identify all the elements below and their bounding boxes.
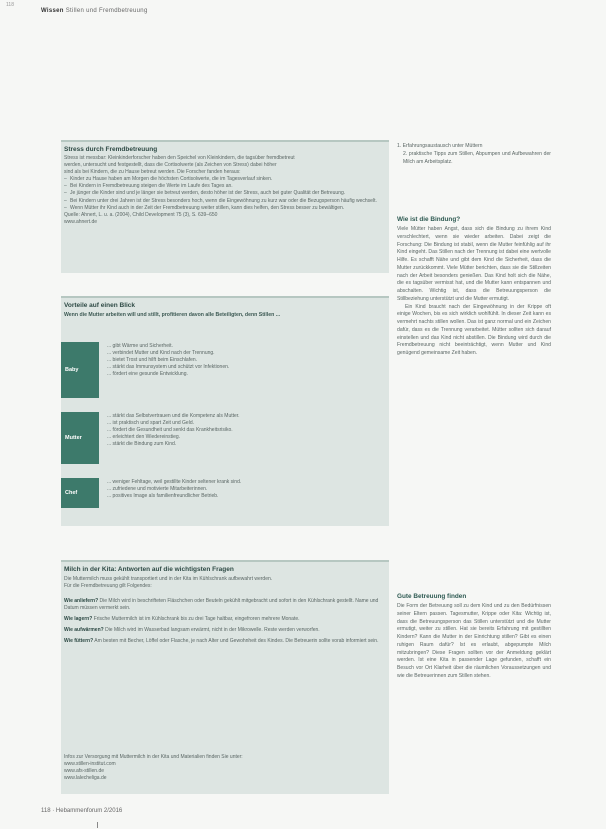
right-column-text-1 bbox=[397, 226, 551, 358]
kita-qa-list bbox=[64, 598, 386, 649]
kita-question: Wie aufwärmen? bbox=[64, 627, 104, 634]
benefits-box bbox=[61, 296, 389, 526]
benefit-item: ... fördert eine gesunde Entwicklung. bbox=[107, 371, 188, 378]
benefit-item: ... ist praktisch und spart Zeit und Geld. bbox=[107, 420, 194, 427]
stress-box bbox=[61, 140, 389, 273]
running-head-prefix: Wissen bbox=[41, 8, 64, 14]
kita-answer: Am besten mit Becher, Löffel oder Flasche, je nach Alter und Gewohnheit des Kindes. Die Betreuerin sollte vorab informiert sein. bbox=[94, 638, 379, 645]
benefit-label-mutter: Mutter bbox=[61, 412, 99, 464]
stress-bullet: – Bei Kindern in Fremdbetreuung steigen die Werte im Laufe des Tages an. bbox=[64, 183, 386, 190]
paragraph: Die Form der Betreuung soll zu dem Kind und zu den Bedürfnissen seiner Eltern passen. Tagesmutter, Krippe oder Kita: Wichtig ist, dass die Betreuungsperson das Stillen unterstützt und die Mutter ermutigt, weiter zu stillen. Hat sie bereits Erfahrung mit gestillten Kindern? Kann die Mutter in der Einrichtung stillen? Gibt es einen ruhigen Raum dafür? Ist es erlaubt, abgepumpte Milch mitzubringen? Diese Fragen sollten vor der Anmeldung geklärt werden. Ist eine Kita in passender Lage gefunden, schafft ein Besuch vor Ort Klarheit über die räumlichen Voraussetzungen und wie die Betreuerinnen zum Stillen stehen. bbox=[397, 603, 551, 679]
paragraph: Ein Kind braucht nach der Eingewöhnung in der Krippe oft einige Wochen, bis es sich wirklich wohlfühlt. In dieser Zeit kann es vermehrt nachts stillen wollen. Das ist ganz normal und ein Zeichen dafür, dass es die Trennung verarbeitet. Mütter sollten sich darauf einstellen und das Kind nicht abstillen. Die Bindung wird durch die Fremdbetreuung nicht beeinträchtigt, wenn Mutter und Kind genügend gemeinsame Zeit haben. bbox=[397, 303, 551, 356]
benefit-label-chef: Chef bbox=[61, 478, 99, 508]
running-head bbox=[41, 8, 148, 14]
right-column-list bbox=[397, 143, 551, 166]
right-column-text-2 bbox=[397, 603, 551, 681]
benefit-items-baby bbox=[107, 343, 385, 378]
benefit-item: ... stärkt das Selbstvertrauen und die Kompetenz als Mutter. bbox=[107, 413, 240, 419]
stress-url: www.ahnert.de bbox=[64, 218, 98, 225]
heading-bindung: Wie ist die Bindung? bbox=[397, 216, 461, 223]
kita-answer: Die Milch wird im Wasserbad langsam erwärmt, nicht in der Mikrowelle. Reste werden verworfen. bbox=[105, 627, 320, 634]
benefit-item: ... fördert die Gesundheit und senkt das Krankheitsrisiko. bbox=[107, 427, 233, 434]
kita-question: Wie anliefern? bbox=[64, 598, 99, 604]
stress-line: werden, untersucht und festgestellt, dass die Cortisolwerte (als Zeichen von Stress) dabei höher bbox=[64, 162, 277, 169]
kita-link[interactable]: www.afs-stillen.de bbox=[64, 768, 105, 775]
running-head-title: Stillen und Fremdbetreuung bbox=[65, 8, 148, 14]
benefit-item: ... stärkt das Immunsystem und schützt vor Infektionen. bbox=[107, 364, 230, 371]
right-list-item: 1. Erfahrungsaustausch unter Müttern bbox=[397, 143, 483, 149]
kita-question: Wie lagern? bbox=[64, 616, 93, 623]
stress-bullet: – Bei Kindern unter drei Jahren ist der Stress besonders hoch, wenn die Eingewöhnung zu kurz war oder die Bezugsperson häufig wechselt. bbox=[64, 198, 386, 205]
kita-qa bbox=[64, 638, 386, 645]
benefit-item: ... zufriedene und motivierte Mitarbeiterinnen. bbox=[107, 486, 208, 493]
right-list-item: 2. praktische Tipps zum Stillen, Abpumpen und Aufbewahren der Milch am Arbeitsplatz. bbox=[403, 150, 551, 165]
stress-line: sind als bei Kindern, die zu Hause betreut werden. Die Forscher fanden heraus: bbox=[64, 169, 241, 176]
benefit-item: ... erleichtert den Wiedereinstieg. bbox=[107, 434, 181, 441]
benefit-items-mutter bbox=[107, 413, 385, 448]
kita-answer: Die Milch wird in beschrifteten Fläschchen oder Beuteln gekühlt mitgebracht und sofort in den Kühlschrank gestellt. Name und Datum müssen vermerkt sein. bbox=[64, 598, 379, 612]
heading-betreuung: Gute Betreuung finden bbox=[397, 593, 467, 600]
benefit-item: ... bietet Trost und hilft beim Einschlafen. bbox=[107, 357, 198, 364]
kita-box bbox=[61, 560, 389, 794]
kita-qa bbox=[64, 598, 386, 612]
benefit-label-baby: Baby bbox=[61, 342, 99, 398]
benefit-item: ... gibt Wärme und Sicherheit. bbox=[107, 343, 173, 349]
benefit-item: ... stärkt die Bindung zum Kind. bbox=[107, 441, 177, 448]
kita-qa bbox=[64, 627, 386, 634]
page-footer: 118 · Hebammenforum 2/2016 bbox=[41, 808, 123, 814]
kita-line: Die Muttermilch muss gekühlt transportiert und in der Kita im Kühlschrank aufbewahrt werden. bbox=[64, 576, 273, 582]
stress-bullet: – Kinder zu Hause haben am Morgen die höchsten Cortisolwerte, die im Tagesverlauf sinken. bbox=[64, 176, 386, 183]
benefit-group-baby bbox=[61, 342, 389, 398]
page-corner-number: 118 bbox=[6, 2, 14, 8]
kita-question: Wie füttern? bbox=[64, 638, 94, 645]
benefits-box-title: Vorteile auf einen Blick bbox=[64, 302, 136, 309]
benefit-item: ... verbindet Mutter und Kind nach der Trennung. bbox=[107, 350, 215, 357]
benefit-item: ... weniger Fehltage, weil gestillte Kinder seltener krank sind. bbox=[107, 479, 242, 485]
benefits-box-subtitle: Wenn die Mutter arbeiten will und stillt, profitieren davon alle Beteiligten, denn Stillen ... bbox=[64, 312, 281, 318]
stress-line: Stress ist messbar: Kleinkinderforscher haben den Speichel von Kleinkindern, die tagsüber fremdbetreut bbox=[64, 155, 295, 161]
kita-note: Infos zur Versorgung mit Muttermilch in der Kita und Materialien finden Sie unter: bbox=[64, 754, 243, 760]
benefit-items-chef bbox=[107, 479, 385, 500]
stress-source: Quelle: Ahnert, L. u. a. (2004), Child Development 75 (3), S. 639–650 bbox=[64, 211, 218, 218]
stress-bullet: – Je jünger die Kinder sind und je länger sie betreut werden, desto höher ist der Stress, auch bei guter Qualität der Betreuung. bbox=[64, 190, 386, 197]
paragraph: Viele Mütter haben Angst, dass sich die Bindung zu ihrem Kind verschlechtert, wenn sie wieder arbeiten. Dabei zeigt die Forschung: Die Bindung ist stabil, wenn die Mutter feinfühlig auf ihr Kind eingeht. Das Stillen nach der Trennung ist dabei eine wertvolle Hilfe. Es schafft Nähe und gibt dem Kind die Sicherheit, dass die Mutter zurückkommt. Viele Mütter berichten, dass sie die Stillzeiten nach der Arbeit besonders genießen. Das Kind holt sich die Nähe, die es tagsüber vermisst hat, und die Mutter kann entspannen und abschalten. Wichtig ist, dass die Betreuungsperson die Stillbeziehung unterstützt und die Mutter ermutigt. bbox=[397, 226, 551, 302]
stress-box-body bbox=[64, 155, 386, 226]
kita-box-intro bbox=[64, 576, 386, 590]
kita-links bbox=[64, 754, 386, 782]
kita-box-title: Milch in der Kita: Antworten auf die wichtigsten Fragen bbox=[64, 566, 234, 573]
kita-line: Für die Fremdbetreuung gilt Folgendes: bbox=[64, 583, 152, 590]
benefit-group-chef bbox=[61, 478, 389, 508]
stress-box-title: Stress durch Fremdbetreuung bbox=[64, 146, 158, 153]
crop-mark bbox=[97, 822, 98, 828]
stress-bullet: – Wenn Mütter ihr Kind auch in der Zeit der Fremdbetreuung weiter stillen, kann dies helfen, den Stress besser zu bewältigen. bbox=[64, 205, 386, 212]
benefit-group-mutter bbox=[61, 412, 389, 464]
kita-answer: Frische Muttermilch ist im Kühlschrank bis zu drei Tage haltbar, eingefroren mehrere Monate. bbox=[93, 616, 300, 623]
benefit-item: ... positives Image als familienfreundlicher Betrieb. bbox=[107, 493, 219, 500]
kita-link[interactable]: www.stillen-institut.com bbox=[64, 761, 116, 768]
kita-link[interactable]: www.lalecheliga.de bbox=[64, 775, 107, 782]
kita-qa bbox=[64, 616, 386, 623]
